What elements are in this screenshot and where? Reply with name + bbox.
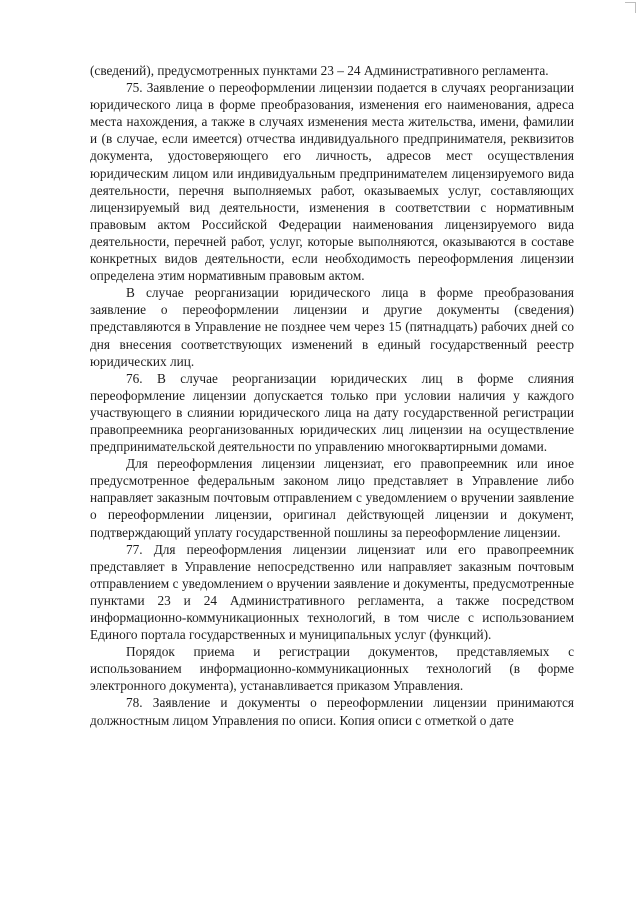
paragraph-75-reorganization: В случае реорганизации юридического лица в форме преобразования заявление о переоформлении лицензии и другие документы (сведения) представляются в Управление не позднее чем через 15 (пятнадцать) рабочих дней со дня внесения соответствующих изменений в единый государственный реестр юридических лиц.: [90, 285, 574, 369]
paragraph-76: 76. В случае реорганизации юридических лиц в форме слияния переоформление лицензии допускается только при условии наличия у каждого участвующего в слиянии юридического лица на дату государственной регистрации правопреемника реорганизованных юридических лиц лицензии на осуществление предпринимательской деятельности по управлению многоквартирными домами.: [90, 370, 574, 455]
document-body: [90, 62, 574, 729]
paragraph-77-procedure: Порядок приема и регистрации документов, представляемых с использованием информационно-коммуникационных технологий (в форме электронного документа), устанавливается приказом Управления.: [90, 644, 574, 694]
paragraph-78: 78. Заявление и документы о переоформлении лицензии принимаются должностным лицом Управления по описи. Копия описи с отметкой о дате: [90, 695, 574, 728]
paragraph-77: 77. Для переоформления лицензии лицензиат или его правопреемник представляет в Управление непосредственно или направляет заказным почтовым отправлением с уведомлением о вручении заявление и документы, предусмотренные пунктами 23 и 24 Административного регламента, а также посредством информационно-коммуникационных технологий, в том числе с использованием Единого портала государственных и муниципальных услуг (функций).: [90, 541, 574, 643]
paragraph-continuation: (сведений), предусмотренных пунктами 23 – 24 Административного регламента.: [90, 63, 549, 78]
paragraph-75: 75. Заявление о переоформлении лицензии подается в случаях реорганизации юридического лица в форме преобразования, изменения его наименования, адреса места нахождения, а также в случаях изменения места жительства, имени, фамилии и (в случае, если имеется) отчества индивидуального предпринимателя, реквизитов документа, удостоверяющего его личность, адресов мест осуществления юридическим лицом или индивидуальным предпринимателем лицензируемого вида деятельности, перечня выполняемых работ, оказываемых услуг, составляющих лицензируемый вид деятельности, изменения в соответствии с нормативным правовым актом Российской Федерации наименования лицензируемого вида деятельности, перечней работ, услуг, которые выполняются, оказываются в составе конкретных видов деятельности, если необходимость переоформления лицензии определена этим нормативным правовым актом.: [90, 80, 574, 284]
paragraph-76-reissue: Для переоформления лицензии лицензиат, его правопреемник или иное предусмотренное федеральным законом лицо представляет в Управление либо направляет заказным почтовым отправлением с уведомлением о вручении заявление о переоформлении лицензии, оригинал действующей лицензии и документ, подтверждающий уплату государственной пошлины за переоформление лицензии.: [90, 456, 574, 540]
page-corner-mark: [625, 2, 636, 13]
